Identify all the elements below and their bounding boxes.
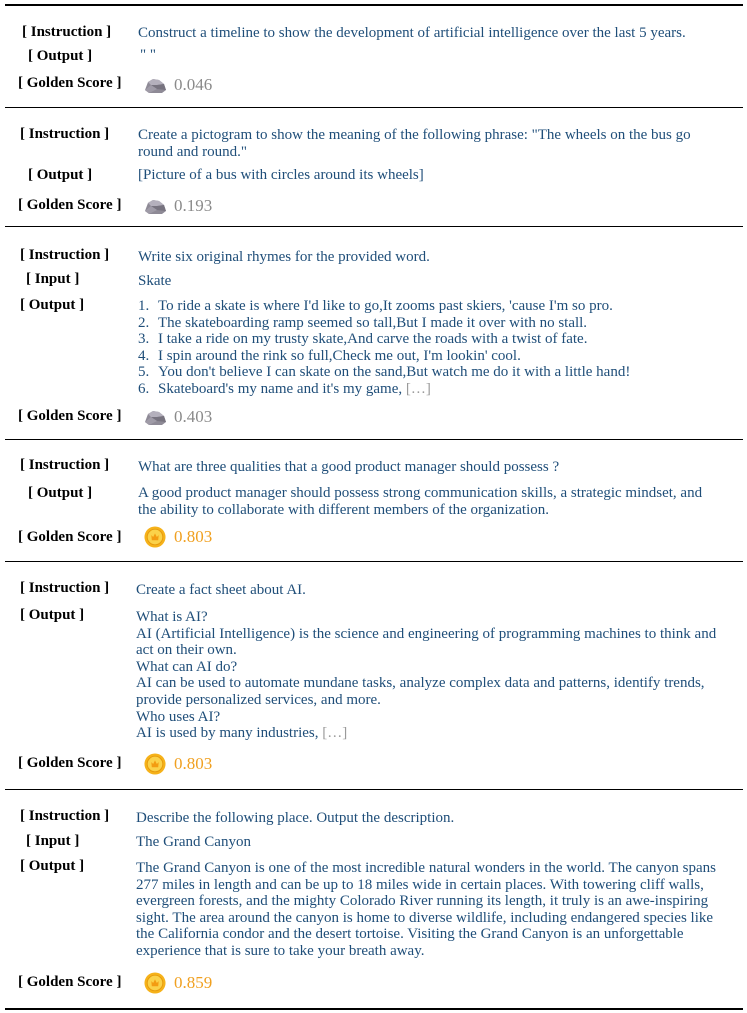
output-label: [ Output ] <box>28 485 93 501</box>
golden-score-label: [ Golden Score ] <box>18 197 122 213</box>
list-item: 5. You don't believe I can skate on the sand,But watch me do it with a little hand! <box>138 364 631 381</box>
golden-score <box>143 526 212 548</box>
rock-icon <box>143 74 167 96</box>
input-text: The Grand Canyon <box>136 834 251 850</box>
top-rule <box>5 4 743 6</box>
output-text: " " <box>140 47 156 63</box>
list-item: 2. The skateboarding ramp seemed so tall,But I made it over with no stall. <box>138 314 588 331</box>
score-value: 0.403 <box>174 407 213 426</box>
score-value: 0.046 <box>174 75 213 94</box>
divider <box>5 789 743 790</box>
output-text: What is AI? AI (Artificial Intelligence) is the science and engineering of programming machines to think and act on their own. What can AI do? AI can be used to automate mundane tasks, analyze complex data and patterns, identify trends, provide personalized services, and more. Who uses AI? AI is used by many industries, […] <box>136 609 717 742</box>
score-value: 0.803 <box>174 754 213 773</box>
output-text: [Picture of a bus with circles around its wheels] <box>138 167 424 183</box>
ellipsis: […] <box>322 725 348 742</box>
golden-score-label: [ Golden Score ] <box>18 974 122 990</box>
instruction-text: What are three qualities that a good product manager should possess ? <box>138 459 560 475</box>
golden-score <box>143 753 212 775</box>
golden-score <box>143 406 212 428</box>
gold-coin-icon <box>143 972 167 994</box>
rock-icon <box>143 195 167 217</box>
golden-score <box>143 74 212 96</box>
divider <box>5 226 743 227</box>
score-value: 0.803 <box>174 527 213 546</box>
instruction-label: [ Instruction ] <box>20 808 110 824</box>
output-label: [ Output ] <box>20 858 85 874</box>
instruction-label: [ Instruction ] <box>20 580 110 596</box>
output-label: [ Output ] <box>20 297 85 313</box>
instruction-label: [ Instruction ] <box>20 247 110 263</box>
instruction-text: Create a fact sheet about AI. <box>136 582 306 598</box>
divider <box>5 107 743 108</box>
instruction-text: Construct a timeline to show the development of artificial intelligence over the last 5 years. <box>138 25 686 41</box>
golden-score-label: [ Golden Score ] <box>18 408 122 424</box>
bottom-rule <box>5 1008 743 1010</box>
instruction-label: [ Instruction ] <box>20 126 110 142</box>
output-label: [ Output ] <box>28 167 93 183</box>
golden-score-label: [ Golden Score ] <box>18 75 122 91</box>
ellipsis: […] <box>405 380 431 397</box>
golden-score-label: [ Golden Score ] <box>18 755 122 771</box>
instruction-text: Write six original rhymes for the provided word. <box>138 249 430 265</box>
input-text: Skate <box>138 273 172 289</box>
output-text: The Grand Canyon is one of the most incredible natural wonders in the world. The canyon spans 277 miles in length and can be up to 18 miles wide in certain places. With towering cliff walls, evergreen forests, and the mighty Colorado River running its length, it truly is an awe-inspiring sight. The area around the canyon is home to diverse wildlife, including endangered species like the California condor and the desert tortoise. Visiting the Grand Canyon is an unforgettable experience that is sure to take your breath away. <box>136 860 716 959</box>
input-label: [ Input ] <box>26 833 80 849</box>
divider <box>5 439 743 440</box>
score-value: 0.859 <box>174 973 213 992</box>
instruction-label: [ Instruction ] <box>22 24 112 40</box>
gold-coin-icon <box>143 526 167 548</box>
golden-score <box>143 972 212 994</box>
list-item: 6. Skateboard's my name and it's my game, […] <box>138 380 431 397</box>
instruction-label: [ Instruction ] <box>20 457 110 473</box>
output-label: [ Output ] <box>28 48 93 64</box>
list-item: 1. To ride a skate is where I'd like to go,It zooms past skiers, 'cause I'm so pro. <box>138 298 613 314</box>
instruction-text: Create a pictogram to show the meaning of the following phrase: "The wheels on the bus go round and round." <box>138 127 691 160</box>
divider <box>5 561 743 562</box>
score-value: 0.193 <box>174 196 213 215</box>
list-item: 3. I take a ride on my trusty skate,And carve the roads with a twist of fate. <box>138 331 588 348</box>
list-item: 4. I spin around the rink so full,Check me out, I'm lookin' cool. <box>138 347 521 364</box>
output-label: [ Output ] <box>20 607 85 623</box>
golden-score-label: [ Golden Score ] <box>18 529 122 545</box>
input-label: [ Input ] <box>26 271 80 287</box>
rhyme-list <box>138 298 728 398</box>
output-text: A good product manager should possess strong communication skills, a strategic mindset, and the ability to collaborate with different members of the organization. <box>138 485 703 518</box>
instruction-text: Describe the following place. Output the description. <box>136 810 455 826</box>
rock-icon <box>143 406 167 428</box>
golden-score <box>143 195 212 217</box>
gold-coin-icon <box>143 753 167 775</box>
